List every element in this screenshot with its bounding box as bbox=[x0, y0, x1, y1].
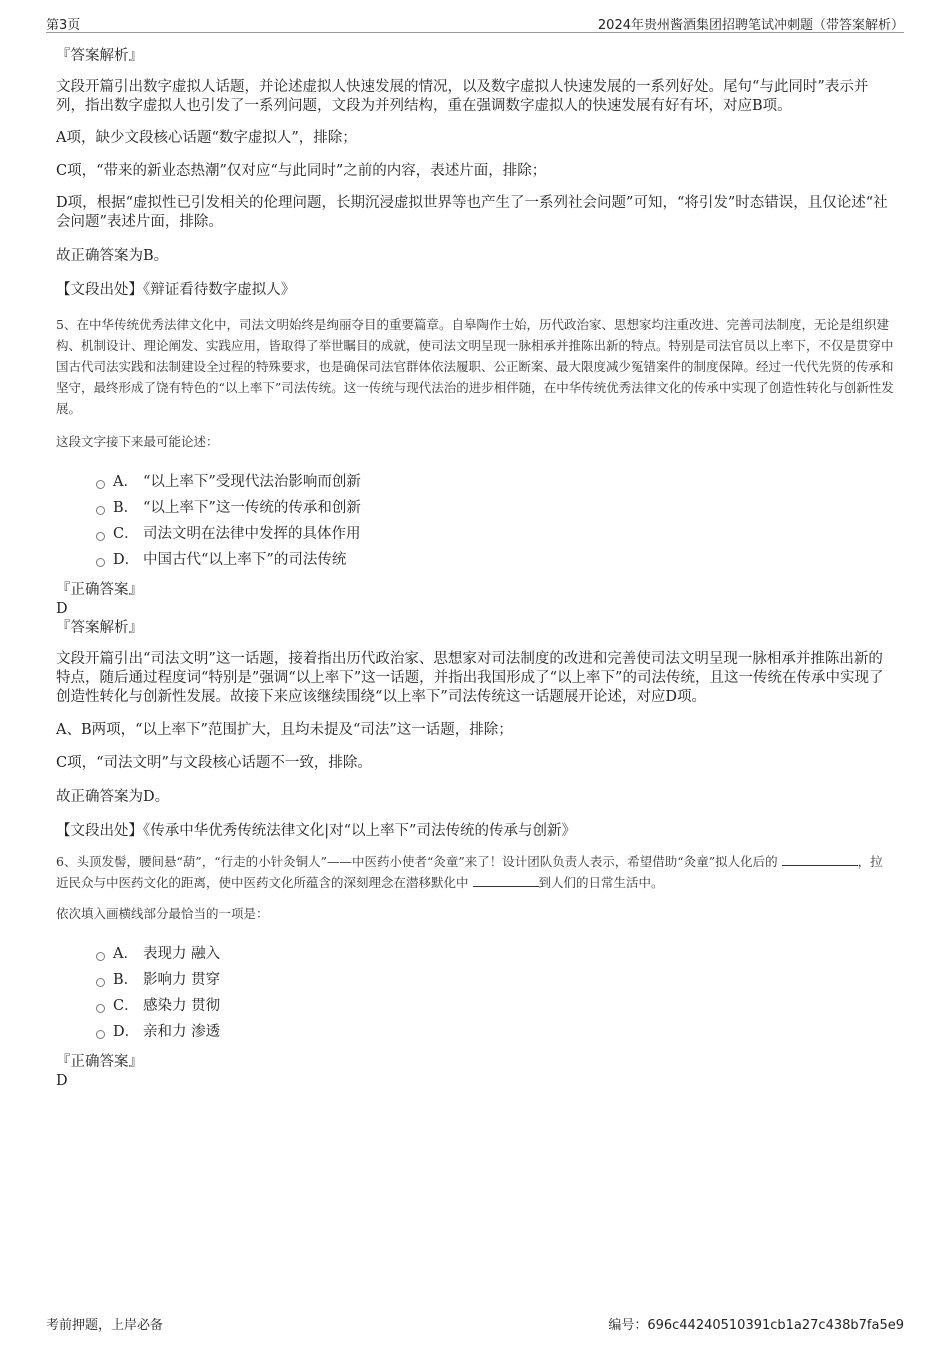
option-text: 中国古代“以上率下”的司法传统 bbox=[143, 551, 347, 568]
q5-option-d[interactable] bbox=[96, 545, 894, 571]
radio-icon[interactable] bbox=[96, 506, 105, 515]
q6-option-c[interactable] bbox=[96, 991, 894, 1017]
option-letter: A． bbox=[113, 945, 138, 962]
q5-option-a[interactable] bbox=[96, 467, 894, 493]
q4-analysis-text: 文段开篇引出数字虚拟人话题，并论述虚拟人快速发展的情况，以及数字虚拟人快速发展的一系列好处。尾句“与此同时”表示并列，指出数字虚拟人也引发了一系列问题，文段为并列结构，重在强调数字虚拟人的快速发展有好有坏，对应B项。 bbox=[56, 79, 869, 114]
option-letter: C． bbox=[113, 525, 139, 542]
q5-source: 【文段出处】《传承中华优秀传统法律文化|对“以上率下”司法传统的传承与创新》 bbox=[56, 823, 576, 839]
option-letter: B． bbox=[113, 971, 139, 988]
q5-prompt: 这段文字接下来最可能论述： bbox=[56, 434, 219, 449]
q5-note-c: C项，“司法文明”与文段核心话题不一致，排除。 bbox=[56, 755, 372, 771]
q4-analysis-label: 『答案解析』 bbox=[56, 48, 143, 64]
option-letter: D． bbox=[113, 551, 140, 568]
fill-blank-1[interactable] bbox=[782, 853, 858, 866]
q6-answer: D bbox=[56, 1073, 68, 1089]
q4-conclusion: 故正确答案为B。 bbox=[56, 248, 169, 264]
option-letter: B． bbox=[113, 499, 139, 516]
radio-icon[interactable] bbox=[96, 532, 105, 541]
option-text: 表现力 融入 bbox=[143, 945, 221, 962]
q4-note-a: A项，缺少文段核心话题“数字虚拟人”，排除； bbox=[56, 130, 357, 146]
q5-stem: 5、在中华传统优秀法律文化中，司法文明始终是绚丽夺目的重要篇章。自皋陶作士始，历代政治家、思想家均注重改进、完善司法制度，无论是组织建构、机制设计、理论阐发、实践应用，皆取得了举世瞩目的成就，使司法文明呈现一脉相承并推陈出新的特点。特别是司法官员以上率下，不仅是贯穿中国古代司法实践和法制建设全过程的特殊要求，也是确保司法官群体依法履职、公正断案、最大限度减少冤错案件的制度保障。经过一代代先贤的传承和坚守，最终形成了饶有特色的“以上率下”司法传统。这一传统与现代法治的进步相伴随，在中华传统优秀法律文化的传承中实现了创造性转化与创新性发展。 bbox=[56, 317, 894, 416]
page-number: 第3页 bbox=[46, 18, 81, 33]
fill-blank-2[interactable] bbox=[473, 874, 539, 887]
q6-options bbox=[96, 939, 894, 1043]
option-text: 感染力 贯彻 bbox=[143, 997, 221, 1014]
option-letter: A． bbox=[113, 473, 138, 490]
radio-icon[interactable] bbox=[96, 978, 105, 987]
q5-analysis-text: 文段开篇引出“司法文明”这一话题，接着指出历代政治家、思想家对司法制度的改进和完善使司法文明呈现一脉相承并推陈出新的特点，随后通过程度词“特别是”强调“以上率下”这一话题，并指出我国形成了“以上率下”的司法传统，且这一传统在传承中实现了创造性转化与创新性发展。故接下来应该继续围绕“以上率下”司法传统这一话题展开论述，对应D项。 bbox=[56, 651, 884, 705]
q4-note-d: D项，根据“虚拟性已引发相关的伦理问题，长期沉浸虚拟世界等也产生了一系列社会问题”可知，“将引发”时态错误，且仅论述“社会问题”表述片面，排除。 bbox=[56, 195, 888, 230]
page-header bbox=[46, 14, 904, 33]
q6-option-d[interactable] bbox=[96, 1017, 894, 1043]
radio-icon[interactable] bbox=[96, 1004, 105, 1013]
document-body bbox=[56, 46, 894, 1091]
q6-answer-label: 『正确答案』 bbox=[56, 1054, 143, 1070]
q5-note-ab: A、B两项，“以上率下”范围扩大，且均未提及“司法”这一话题，排除； bbox=[56, 722, 513, 738]
option-text: “以上率下”受现代法治影响而创新 bbox=[143, 473, 361, 490]
option-text: 亲和力 渗透 bbox=[143, 1023, 221, 1040]
q4-source: 【文段出处】《辩证看待数字虚拟人》 bbox=[56, 282, 296, 298]
q5-option-c[interactable] bbox=[96, 519, 894, 545]
q6-option-a[interactable] bbox=[96, 939, 894, 965]
radio-icon[interactable] bbox=[96, 952, 105, 961]
radio-icon[interactable] bbox=[96, 558, 105, 567]
option-letter: D． bbox=[113, 1023, 140, 1040]
q5-conclusion: 故正确答案为D。 bbox=[56, 789, 170, 805]
radio-icon[interactable] bbox=[96, 1030, 105, 1039]
document-title: 2024年贵州酱酒集团招聘笔试冲刺题（带答案解析） bbox=[597, 18, 904, 33]
q5-answer: D bbox=[56, 601, 68, 617]
q6-stem bbox=[56, 851, 894, 893]
q5-option-b[interactable] bbox=[96, 493, 894, 519]
option-text: “以上率下”这一传统的传承和创新 bbox=[143, 499, 361, 516]
q6-stem-part1: 6、头顶发髻，腰间悬“葫”，“行走的小针灸铜人”——中医药小使者“灸童”来了！设计团队负责人表示，希望借助“灸童”拟人化后的 bbox=[56, 854, 778, 869]
radio-icon[interactable] bbox=[96, 480, 105, 489]
option-text: 司法文明在法律中发挥的具体作用 bbox=[143, 525, 361, 542]
footer-slogan: 考前押题，上岸必备 bbox=[46, 1318, 164, 1333]
q6-stem-part2: ，拉近民众与中医药文化的距离，使中医药文化所蕴含的深刻理念在潜移默化中 bbox=[56, 854, 883, 890]
q5-options bbox=[96, 467, 894, 571]
q5-analysis-label: 『答案解析』 bbox=[56, 620, 143, 636]
q4-note-c: C项，“带来的新业态热潮”仅对应“与此同时”之前的内容，表述片面，排除； bbox=[56, 163, 547, 179]
document-code: 编号：696c44240510391cb1a27c438b7fa5e9 bbox=[608, 1318, 904, 1333]
q5-answer-label: 『正确答案』 bbox=[56, 582, 143, 598]
q6-stem-part3: 到人们的日常生活中。 bbox=[538, 875, 664, 890]
option-letter: C． bbox=[113, 997, 139, 1014]
q6-option-b[interactable] bbox=[96, 965, 894, 991]
q6-prompt: 依次填入画横线部分最恰当的一项是： bbox=[56, 906, 269, 921]
option-text: 影响力 贯穿 bbox=[143, 971, 221, 988]
